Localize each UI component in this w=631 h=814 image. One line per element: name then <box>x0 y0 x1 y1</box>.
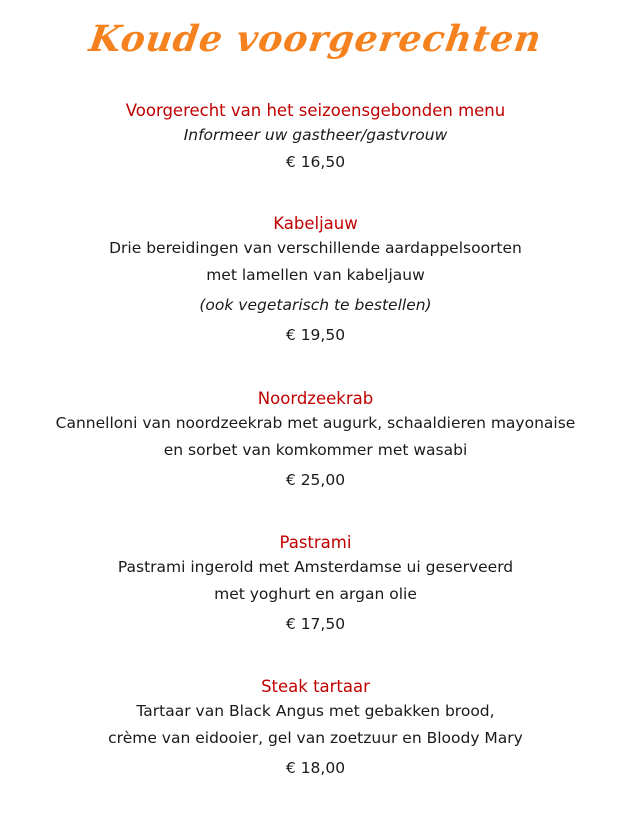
item-description: crème van eidooier, gel van zoetzuur en Bloody Mary <box>108 729 523 747</box>
menu-item-kabeljauw <box>0 212 631 350</box>
item-price: € 18,00 <box>285 759 346 777</box>
menu-item-seasonal <box>0 99 631 177</box>
item-price: € 16,50 <box>285 153 346 171</box>
item-note: (ook vegetarisch te bestellen) <box>199 296 432 314</box>
item-name: Steak tartaar <box>261 677 370 696</box>
item-price: € 17,50 <box>285 615 346 633</box>
menu-item-pastrami <box>0 531 631 639</box>
menu-item-steak-tartaar <box>0 675 631 783</box>
item-name: Voorgerecht van het seizoensgebonden menu <box>125 101 506 120</box>
item-description: Pastrami ingerold met Amsterdamse ui geserveerd <box>117 558 514 576</box>
item-description: Drie bereidingen van verschillende aardappelsoorten <box>109 239 522 257</box>
item-name: Pastrami <box>279 533 352 552</box>
item-description: met yoghurt en argan olie <box>214 585 417 603</box>
item-price: € 19,50 <box>285 326 346 344</box>
item-name: Kabeljauw <box>273 214 358 233</box>
item-description: Cannelloni van noordzeekrab met augurk, schaaldieren mayonaise <box>55 414 576 432</box>
item-description: met lamellen van kabeljauw <box>206 266 425 284</box>
page-title: Koude voorgerechten <box>86 18 545 60</box>
item-description: Tartaar van Black Angus met gebakken brood, <box>136 702 495 720</box>
item-price: € 25,00 <box>285 471 346 489</box>
item-description: Informeer uw gastheer/gastvrouw <box>183 126 448 144</box>
item-name: Noordzeekrab <box>257 389 374 408</box>
menu-item-noordzeekrab <box>0 387 631 495</box>
item-description: en sorbet van komkommer met wasabi <box>163 441 468 459</box>
